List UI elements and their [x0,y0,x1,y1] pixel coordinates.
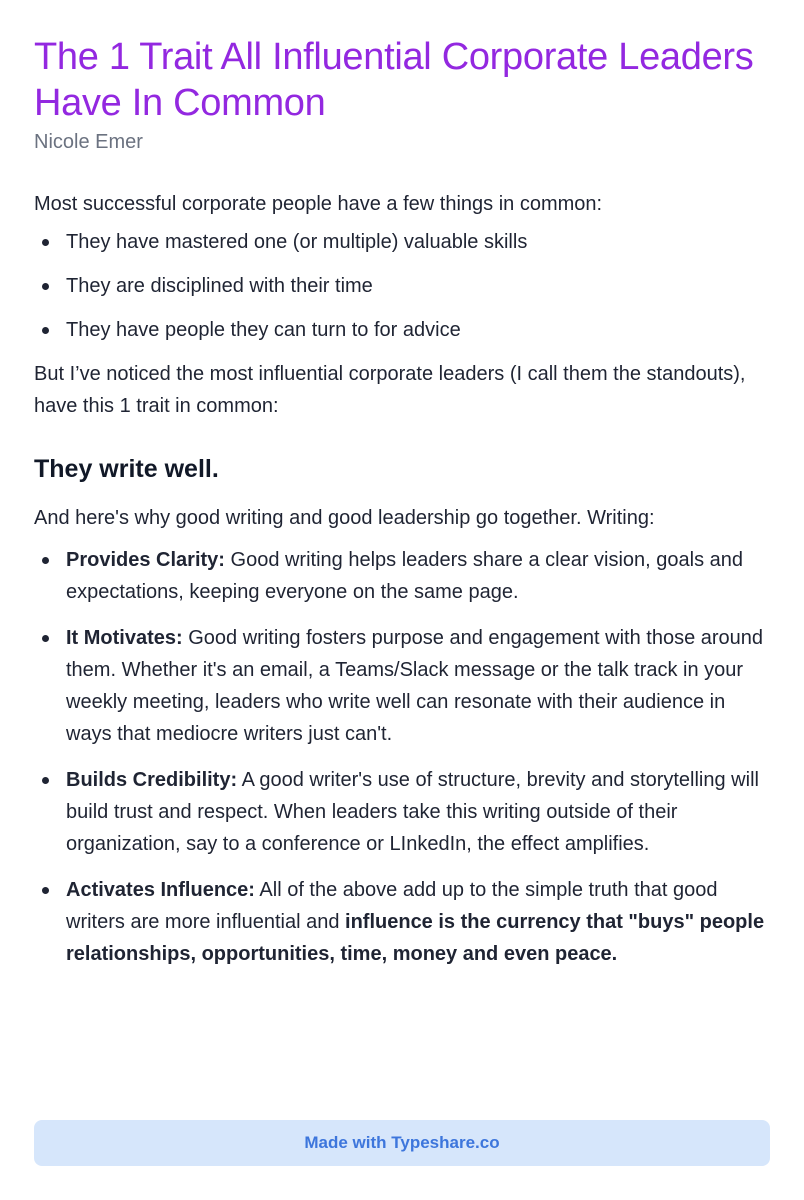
list-item [34,270,774,302]
article-title: The 1 Trait All Influential Corporate Leaders Have In Common [34,36,754,124]
author-name: Nicole Emer [34,131,143,153]
footer-label: Made with Typeshare.co [304,1133,500,1152]
reason-label: Activates Influence: [66,879,255,901]
reason-text: Good writing helps leaders share a clear vision, goals and expectations, keeping everyone on the same page. [66,549,744,603]
article [34,34,774,984]
reasons-list [34,544,774,970]
bullet-icon [42,283,49,290]
reason-text: All of the above add up to the simple truth that good writers are more influential and [66,879,718,933]
list-item-text: They are disciplined with their time [66,275,373,297]
list-item [34,622,774,750]
bullet-icon [42,557,49,564]
section-heading: They write well. [34,455,219,483]
bullet-icon [42,327,49,334]
reason-text: Good writing fosters purpose and engagement with those around them. Whether it's an email, a Teams/Slack message or the talk track in your weekly meeting, leaders who write well can resonate with their audience in ways that mediocre writers just can't. [66,627,764,745]
list-item [34,314,774,346]
list-item [34,764,774,860]
list-item-text: They have people they can turn to for advice [66,319,461,341]
reason-label: It Motivates: [66,627,183,649]
reason-label: Provides Clarity: [66,549,225,571]
list-item [34,874,774,970]
reason-text: A good writer's use of structure, brevity and storytelling will build trust and respect. When leaders take this writing outside of their organization, say to a conference or LInkedIn, the effect amplifies. [66,769,759,855]
traits-list [34,226,774,346]
observation-paragraph: But I’ve noticed the most influential corporate leaders (I call them the standouts), have this 1 trait in common: [34,363,746,417]
list-item-text: They have mastered one (or multiple) valuable skills [66,231,528,253]
why-paragraph: And here's why good writing and good leadership go together. Writing: [34,507,655,529]
bullet-icon [42,239,49,246]
intro-paragraph: Most successful corporate people have a few things in common: [34,193,603,215]
reason-emphasis: influence is the currency that "buys" people relationships, opportunities, time, money and even peace. [66,911,765,965]
list-item [34,226,774,258]
bullet-icon [42,635,49,642]
made-with-typeshare-link[interactable] [34,1120,770,1166]
reason-label: Builds Credibility: [66,769,238,791]
bullet-icon [42,887,49,894]
list-item [34,544,774,608]
bullet-icon [42,777,49,784]
